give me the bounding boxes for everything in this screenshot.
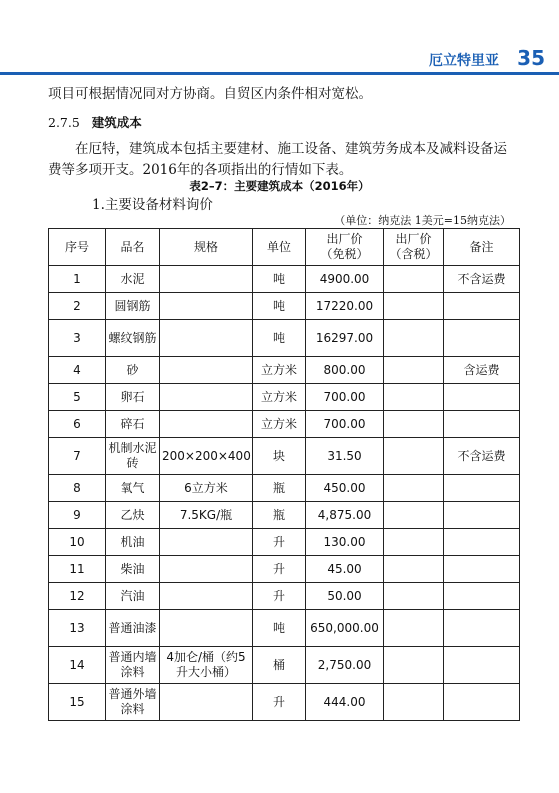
cell-spec: 6立方米 — [160, 475, 253, 502]
cell-name: 卵石 — [106, 384, 160, 411]
table-row — [49, 357, 520, 384]
col-header-spec: 规格 — [160, 229, 253, 266]
cell-no: 13 — [49, 610, 106, 647]
cell-name: 普通外墙涂料 — [106, 684, 160, 721]
page-header — [0, 44, 559, 76]
cell-no: 15 — [49, 684, 106, 721]
cell-note — [444, 293, 520, 320]
cell-price-tax — [384, 556, 444, 583]
cell-note — [444, 529, 520, 556]
cell-unit: 块 — [253, 438, 306, 475]
table-row — [49, 293, 520, 320]
cell-spec — [160, 610, 253, 647]
cell-spec — [160, 357, 253, 384]
cell-price: 450.00 — [306, 475, 384, 502]
section-heading — [48, 112, 518, 133]
cell-spec — [160, 320, 253, 357]
cell-price: 50.00 — [306, 583, 384, 610]
col-header-price-tax: 出厂价 （含税） — [384, 229, 444, 266]
table-row — [49, 556, 520, 583]
cell-price-tax — [384, 357, 444, 384]
cell-price: 700.00 — [306, 384, 384, 411]
cell-no: 10 — [49, 529, 106, 556]
table-row — [49, 266, 520, 293]
table-row — [49, 529, 520, 556]
cell-price: 800.00 — [306, 357, 384, 384]
cell-no: 12 — [49, 583, 106, 610]
cell-unit: 吨 — [253, 320, 306, 357]
running-header-country: 厄立特里亚 — [429, 53, 499, 69]
cell-note — [444, 556, 520, 583]
cell-price-tax — [384, 293, 444, 320]
cell-no: 5 — [49, 384, 106, 411]
intro-line: 项目可根据情况同对方协商。自贸区内条件相对宽松。 — [48, 86, 372, 102]
cell-no: 7 — [49, 438, 106, 475]
cell-price-tax — [384, 502, 444, 529]
cell-price-tax — [384, 475, 444, 502]
table-row — [49, 583, 520, 610]
cell-price: 31.50 — [306, 438, 384, 475]
cell-price: 444.00 — [306, 684, 384, 721]
cell-unit: 桶 — [253, 647, 306, 684]
cell-unit: 立方米 — [253, 411, 306, 438]
col-header-unit: 单位 — [253, 229, 306, 266]
cell-name: 水泥 — [106, 266, 160, 293]
cell-name: 汽油 — [106, 583, 160, 610]
section-number: 2.7.5 — [48, 115, 80, 130]
cell-unit: 吨 — [253, 266, 306, 293]
cell-note — [444, 502, 520, 529]
subheading: 1.主要设备材料询价 — [92, 197, 213, 213]
body-paragraph: 在厄特，建筑成本包括主要建材、施工设备、建筑劳务成本及减料设备运费等多项开支。2016年的各项指出的行情如下表。 — [48, 141, 507, 178]
cell-spec — [160, 384, 253, 411]
cell-spec: 200×200×400 — [160, 438, 253, 475]
cell-price-tax — [384, 438, 444, 475]
cell-unit: 瓶 — [253, 475, 306, 502]
cell-price-tax — [384, 384, 444, 411]
table-header-row — [49, 229, 520, 266]
cell-price-tax — [384, 583, 444, 610]
cell-name: 乙炔 — [106, 502, 160, 529]
cell-spec — [160, 556, 253, 583]
cell-spec — [160, 583, 253, 610]
cell-price: 16297.00 — [306, 320, 384, 357]
cell-unit: 立方米 — [253, 384, 306, 411]
col-header-name: 品名 — [106, 229, 160, 266]
col-header-note: 备注 — [444, 229, 520, 266]
cell-name: 砂 — [106, 357, 160, 384]
cell-name: 普通油漆 — [106, 610, 160, 647]
cell-unit: 立方米 — [253, 357, 306, 384]
cell-price-tax — [384, 411, 444, 438]
cell-price-tax — [384, 684, 444, 721]
table-row — [49, 411, 520, 438]
cell-no: 9 — [49, 502, 106, 529]
col-header-no: 序号 — [49, 229, 106, 266]
cell-price: 4,875.00 — [306, 502, 384, 529]
cost-table — [48, 228, 520, 721]
cell-note — [444, 475, 520, 502]
cell-no: 2 — [49, 293, 106, 320]
cell-unit: 吨 — [253, 610, 306, 647]
table-row — [49, 610, 520, 647]
cell-price: 2,750.00 — [306, 647, 384, 684]
cell-unit: 吨 — [253, 293, 306, 320]
cell-unit: 升 — [253, 583, 306, 610]
cell-price: 45.00 — [306, 556, 384, 583]
cell-note — [444, 411, 520, 438]
cell-price: 4900.00 — [306, 266, 384, 293]
cell-price: 17220.00 — [306, 293, 384, 320]
cell-no: 11 — [49, 556, 106, 583]
unit-note: （单位：纳克法 1美元=15纳克法） — [334, 214, 511, 227]
cell-note — [444, 583, 520, 610]
cell-spec — [160, 266, 253, 293]
cell-name: 螺纹钢筋 — [106, 320, 160, 357]
table-row — [49, 438, 520, 475]
cell-price-tax — [384, 610, 444, 647]
cell-no: 6 — [49, 411, 106, 438]
header-rule — [0, 72, 559, 75]
cell-price: 700.00 — [306, 411, 384, 438]
cell-unit: 升 — [253, 684, 306, 721]
cell-spec: 4加仑/桶（约5升大小桶） — [160, 647, 253, 684]
table-row — [49, 384, 520, 411]
cell-note — [444, 384, 520, 411]
page-number: 35 — [517, 46, 545, 70]
cell-unit: 升 — [253, 556, 306, 583]
cell-note — [444, 610, 520, 647]
table-row — [49, 320, 520, 357]
cell-name: 柴油 — [106, 556, 160, 583]
cell-note — [444, 320, 520, 357]
cell-price-tax — [384, 529, 444, 556]
table-caption: 表2–7：主要建筑成本（2016年） — [189, 179, 370, 193]
cell-no: 3 — [49, 320, 106, 357]
cell-note: 不含运费 — [444, 438, 520, 475]
cell-note: 含运费 — [444, 357, 520, 384]
cell-no: 8 — [49, 475, 106, 502]
col-header-price: 出厂价 （免税） — [306, 229, 384, 266]
cell-no: 4 — [49, 357, 106, 384]
cell-name: 普通内墙涂料 — [106, 647, 160, 684]
cell-name: 机油 — [106, 529, 160, 556]
cell-spec — [160, 293, 253, 320]
cell-name: 氧气 — [106, 475, 160, 502]
cell-unit: 瓶 — [253, 502, 306, 529]
table-row — [49, 475, 520, 502]
cell-price-tax — [384, 266, 444, 293]
cell-spec — [160, 684, 253, 721]
cell-name: 碎石 — [106, 411, 160, 438]
cell-note — [444, 684, 520, 721]
table-row — [49, 684, 520, 721]
table-row — [49, 502, 520, 529]
cell-spec: 7.5KG/瓶 — [160, 502, 253, 529]
cell-no: 1 — [49, 266, 106, 293]
cell-no: 14 — [49, 647, 106, 684]
table-row — [49, 647, 520, 684]
cell-price: 130.00 — [306, 529, 384, 556]
cell-note — [444, 647, 520, 684]
section-title: 建筑成本 — [91, 115, 142, 130]
cell-unit: 升 — [253, 529, 306, 556]
cell-spec — [160, 411, 253, 438]
cell-price-tax — [384, 647, 444, 684]
cell-price: 650,000.00 — [306, 610, 384, 647]
cell-spec — [160, 529, 253, 556]
cell-name: 机制水泥砖 — [106, 438, 160, 475]
cell-price-tax — [384, 320, 444, 357]
cell-note: 不含运费 — [444, 266, 520, 293]
cell-name: 圆钢筋 — [106, 293, 160, 320]
